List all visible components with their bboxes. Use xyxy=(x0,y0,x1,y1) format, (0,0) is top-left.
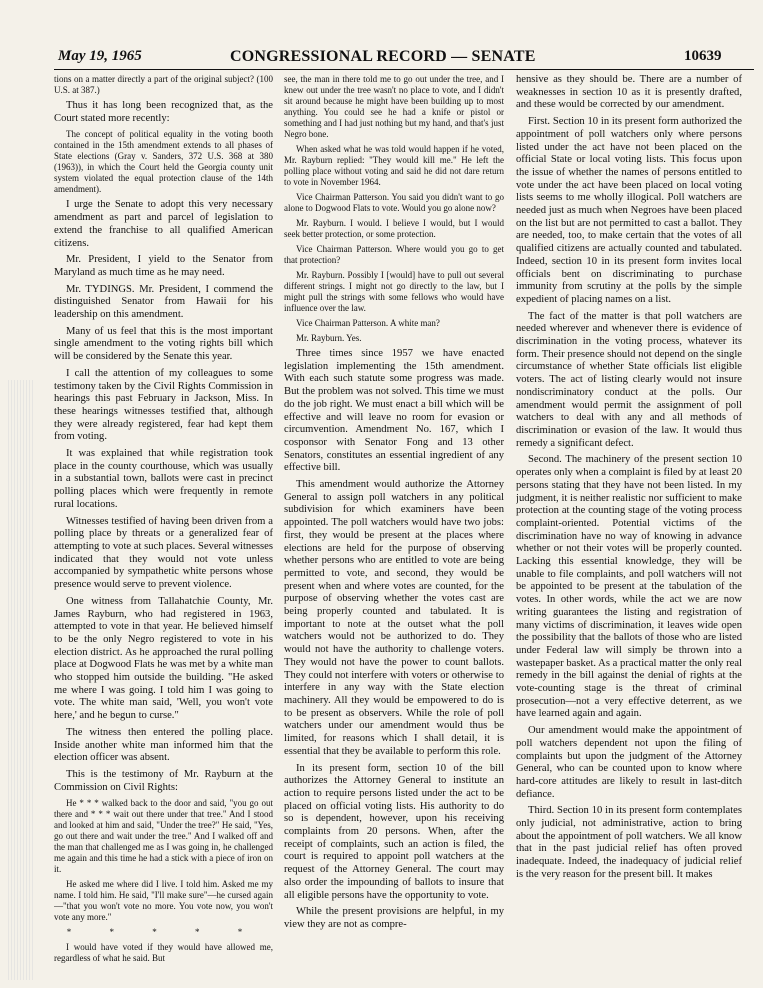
paragraph: I would have voted if they would have allowed me, regardless of what he said. But xyxy=(54,942,273,964)
paragraph: Vice Chairman Patterson. Where would you go to get that protection? xyxy=(284,244,504,265)
paragraph: One witness from Tallahatchie County, Mr. James Rayburn, who had registered in 1963, attempted to vote in that year. He believed himself to be the only Negro registered to vote in his election district. As he approached the rural polling place at Dogwood Flats he was met by a white man who stopped him outside the building. "He asked me where I was going. I told him I was going to vote. The white man said, 'Well, you won't vote here,' and he begun to curse." xyxy=(54,595,273,722)
paragraph: The witness then entered the polling place. Inside another white man informed him that the election officer was absent. xyxy=(54,726,273,764)
text-column-2 xyxy=(284,74,504,979)
paragraph: This is the testimony of Mr. Rayburn at the Commission on Civil Rights: xyxy=(54,768,273,793)
paragraph: Third. Section 10 in its present form contemplates only judicial, not administrative, action to bring about the appointment of poll watchers. We all know that in the past judicial relief has often proved inadequate. Indeed, the inadequacy of judicial relief is the very reason for the present bill. It makes xyxy=(516,805,742,880)
binding-edge xyxy=(8,380,34,980)
paragraph: hensive as they should be. There are a number of weaknesses in section 10 as it is presently drafted, and these would be corrected by our amendment. xyxy=(516,74,742,111)
paragraph: Mr. Rayburn. Possibly I [would] have to pull out several different strings. I might not go directly to the law, but I might pull the strings with some fellows who would have influence over the law. xyxy=(284,270,504,313)
paragraph: In its present form, section 10 of the bill authorizes the Attorney General to institute an action to require persons listed under the act to be placed on official voting lists. His authority to do so is dependent, however, upon his receiving complaints from 20 persons. When, after the receipt of complaints, such an action is filed, the court is required to appoint poll watchers at the request of the Attorney General. The court may also order the impounding of ballots to insure that all eligible persons have the opportunity to vote. xyxy=(284,762,504,901)
paragraph: He asked me where did I live. I told him. Asked me my name. I told him. He said, "I'll make sure"—he cursed again—"that you won't vote no more. You vote now, you won't vote any more." xyxy=(54,879,273,923)
paragraph: When asked what he was told would happen if he voted, Mr. Rayburn replied: "They would kill me." He left the polling place without voting and said he did not dare return to vote in November 1964. xyxy=(284,144,504,187)
text-column-3 xyxy=(516,74,742,979)
paragraph: Our amendment would make the appointment of poll watchers dependent not upon the filing of complaints but upon the judgment of the Attorney General, who can be counted upon to know where hard-core attitudes are likely to result in last-ditch defiance. xyxy=(516,725,742,800)
paragraph: The fact of the matter is that poll watchers are needed wherever and whenever there is evidence of discrimination in the voting process, whatever its form. Their presence should not depend on the single circumstance of whether State officials list eligible voters. The act of listing clearly would not insure nondiscriminatory conduct at the polls. Our amendment would permit the assignment of poll watchers to deal with any and all methods of discrimination or evasion of the law. It would thus remedy a significant defect. xyxy=(516,310,742,449)
paragraph: Many of us feel that this is the most important single amendment to the voting rights bill which will be considered by the Senate this year. xyxy=(54,325,273,363)
paragraph: This amendment would authorize the Attorney General to assign poll watchers in any political subdivision for which examiners have been appointed. The poll watchers would have two jobs: first, they would be present at the places where elections are held for the purpose of observing whether persons who are entitled to vote are being permitted to vote, and second, they would be present when and where votes are counted, for the purpose of observing whether the votes cast are being properly counted and tabulated. It is important to note at the outset what the poll watchers would not be authorized to do. They would not have the authority to challenge voters. They would not have the power to count ballots. They could not interfere with voters or otherwise to interfere in any way with the State election machinery. All they would be empowered to do is to be present as observers. While the role of poll watchers under our amendment would thus be limited, for reasons which I shall detail, it is essential that they be available to perform this role. xyxy=(284,479,504,757)
paragraph: Witnesses testified of having been driven from a polling place by threats or a generalized fear of attempting to vote at such places. Several witnesses indicated that they would not vote unless accompanied by sympathetic white persons whose presence would serve to prevent violence. xyxy=(54,515,273,591)
paragraph: The concept of political equality in the voting booth contained in the 15th amendment extends to all phases of State elections (Gray v. Sanders, 372 U.S. 368 at 380 (1963)), in which the Court held the Georgia county unit system violated the equal protection clause of the 14th amendment). xyxy=(54,129,273,195)
paragraph: Mr. Rayburn. Yes. xyxy=(296,333,362,343)
page-header xyxy=(0,0,763,70)
paragraph: It was explained that while registration took place in the county courthouse, which was usually in a substantial town, ballots were cast in precinct polling places which were frequently in remote rural locations. xyxy=(54,448,273,510)
paragraph: tions on a matter directly a part of the original subject? (100 U.S. at 387.) xyxy=(54,74,273,95)
text-column-1 xyxy=(54,74,273,979)
paragraph: Vice Chairman Patterson. You said you didn't want to go alone to Dogwood Flats to vote. Would you go alone now? xyxy=(284,192,504,213)
paragraph: While the present provisions are helpful, in my view they are not as compre- xyxy=(284,906,504,930)
paragraph: Second. The machinery of the present section 10 operates only when a complaint is filed by at least 20 persons stating that they have not been listed. In my judgment, it is neither realistic nor sufficient to make protection at the counting stage of the voting process complaint-oriented. Potential victims of the discrimination have no way of knowing in advance whether or not their votes will be properly counted. Lacking this essential knowledge, they will be unable to file complaints, and poll watchers will not be appointed to be present at the tabulation of the votes. In other words, while the act we are now writing guarantees the listing and registration of many victims of discrimination, it leaves wide open the possibility that the ballots of those who are listed under Federal law will simply be thrown into a wastepaper basket. As a practical matter the only real remedy in the bill against the denial of rights at the vote-counting stage is the threat of criminal prosecution—not a very effective deterrent, as we have learned again and again. xyxy=(516,454,742,720)
paragraph: I call the attention of my colleagues to some testimony taken by the Civil Rights Commission in hearings this past February in Jackson, Miss. In these hearings witnesses testified that, although they were already registered, fear had kept them from voting. xyxy=(54,367,273,443)
paragraph: Mr. President, I yield to the Senator from Maryland as much time as he may need. xyxy=(54,254,273,278)
header-page-number: 10639 xyxy=(684,48,722,64)
paragraph: Three times since 1957 we have enacted legislation implementing the 15th amendment. With each such statute some progress was made. But the problem was not solved. This time we must do the job right. We must enact a bill which will be effective and will leave no room for evasion or circumvention. Amendment No. 167, which I cosponsor with Senator Fong and 13 other Senators, constitutes an essential ingredient of any effective bill. xyxy=(284,348,504,474)
paragraph: He * * * walked back to the door and said, "you go out there and * * * wait out there under that tree." And I stood and looked at him and said, "Under the tree?" He said, "Yes, go out there and wait under the tree." And I walked off and the man that challenged me as I was going in, he challenged me again and this time he had a stick with a piece of iron on it. xyxy=(54,798,273,875)
paragraph: Mr. TYDINGS. Mr. President, I commend the distinguished Senator from Hawaii for his leadership on this amendment. xyxy=(54,283,273,321)
paragraph: Thus it has long been recognized that, as the Court stated more recently: xyxy=(54,100,273,124)
paragraph: First. Section 10 in its present form authorized the appointment of poll watchers only where persons listed under the act have not been placed on the official State or local voting lists. This focus upon the issue of whether the names of persons entitled to vote under the act have been placed on local voting lists seems to me wholly illogical. Poll watchers are needed just as much when Negroes have been placed on the list but are not permitted to cast a ballot. They are needed, too, to make certain that the votes of all qualified citizens are actually counted and tabulated. Indeed, section 10 in its present form invites local officials bent on discriminating to purchase immunity from scrutiny at the polls by the simple expedient of placing names on a list. xyxy=(516,116,742,305)
header-title: CONGRESSIONAL RECORD — SENATE xyxy=(230,48,536,65)
paragraph: I urge the Senate to adopt this very necessary amendment as part and parcel of legislation to extend the franchise to all qualified American citizens. xyxy=(54,199,273,249)
paragraph: Vice Chairman Patterson. A white man? xyxy=(296,318,440,328)
paragraph: see, the man in there told me to go out under the tree, and I knew out under the tree wasn't no place to vote, and I didn't sit around because he might have been building up to most anything. You could see he had a knife or pistol or something and I had just nothing but my hand, and that's just Negro bone. xyxy=(284,74,504,139)
paragraph: Mr. Rayburn. I would. I believe I would, but I would seek better protection, or some protection. xyxy=(284,218,504,239)
paragraph: * * * * * xyxy=(66,927,261,938)
header-date: May 19, 1965 xyxy=(58,48,142,64)
header-rule xyxy=(54,69,754,70)
